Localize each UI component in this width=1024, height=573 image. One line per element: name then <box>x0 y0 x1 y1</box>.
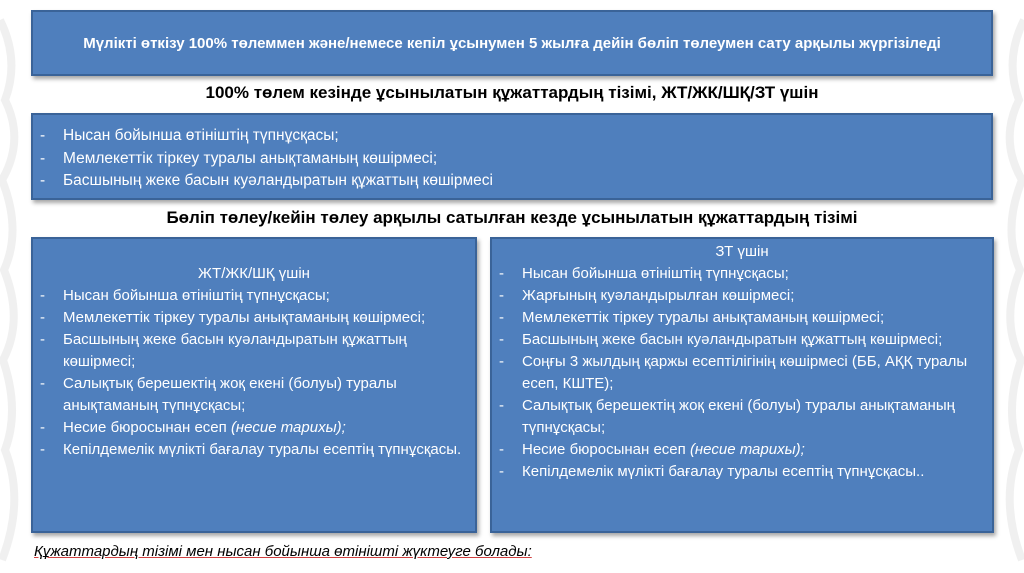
list-item: - Салықтық берешектің жоқ екені (болуы) туралы анықтаманың түпнұсқасы; <box>39 373 475 417</box>
legal-entity-list <box>498 263 992 483</box>
section2-heading: Бөліп төлеу/кейін төлеу арқылы сатылған кезде ұсынылатын құжаттардың тізімі <box>166 208 858 227</box>
list-item: - Соңғы 3 жылдың қаржы есептілігінің көшірмесі (ББ, АҚҚ туралы есеп, КШТЕ); <box>498 351 992 395</box>
section1-heading: 100% төлем кезінде ұсынылатын құжаттардың тізімі, ЖТ/ЖК/ШҚ/ЗТ үшін <box>205 83 819 102</box>
credit-report-text: Несие бюросынан есеп <box>522 441 686 458</box>
individual-list <box>39 285 475 461</box>
list-item: - Басшының жеке басын куәландыратын құжаттың көшірмесі; <box>498 329 992 351</box>
footer-note[interactable]: Құжаттардың тізімі мен нысан бойынша өтінішті жүктеуге болады: <box>34 543 532 560</box>
list-item: - Нысан бойынша өтініштің түпнұсқасы; <box>39 285 475 307</box>
page-title: Мүлікті өткізу 100% төлеммен және/немесе кепіл ұсынумен 5 жылға дейін бөліп төлеумен сату арқылы жүргізіледі <box>83 34 941 52</box>
list-item: - Жарғының куәландырылған көшірмесі; <box>498 285 992 307</box>
legal-entity-docs-box <box>490 237 994 533</box>
list-item <box>498 439 992 461</box>
credit-history-note: (несие тарихы); <box>689 441 805 458</box>
legal-entity-subheading: ЗТ үшін <box>715 243 769 260</box>
credit-report-text: Несие бюросынан есеп <box>63 419 227 436</box>
individual-docs-box <box>31 237 477 533</box>
list-item: - Басшының жеке басын куәландыратын құжаттың көшірмесі <box>39 170 991 193</box>
list-item: - Салықтық берешектің жоқ екені (болуы) туралы анықтаманың түпнұсқасы; <box>498 395 992 439</box>
list-item: - Мемлекеттік тіркеу туралы анықтаманың көшірмесі; <box>39 307 475 329</box>
list-item: - Нысан бойынша өтініштің түпнұсқасы; <box>39 125 991 148</box>
title-banner <box>31 10 993 76</box>
list-item <box>39 417 475 439</box>
full-payment-list <box>39 125 991 193</box>
individual-subheading: ЖТ/ЖК/ШҚ үшін <box>198 265 310 282</box>
credit-history-note: (несие тарихы); <box>230 419 346 436</box>
full-payment-docs-box <box>31 113 993 200</box>
list-item: - Кепілдемелік мүлікті бағалау туралы есептің түпнұсқасы.. <box>498 461 992 483</box>
list-item: - Кепілдемелік мүлікті бағалау туралы есептің түпнұсқасы. <box>39 439 475 461</box>
list-item: - Нысан бойынша өтініштің түпнұсқасы; <box>498 263 992 285</box>
list-item: - Мемлекеттік тіркеу туралы анықтаманың көшірмесі; <box>39 148 991 171</box>
list-item: - Басшының жеке басын куәландыратын құжаттың көшірмесі; <box>39 329 475 373</box>
list-item: - Мемлекеттік тіркеу туралы анықтаманың көшірмесі; <box>498 307 992 329</box>
